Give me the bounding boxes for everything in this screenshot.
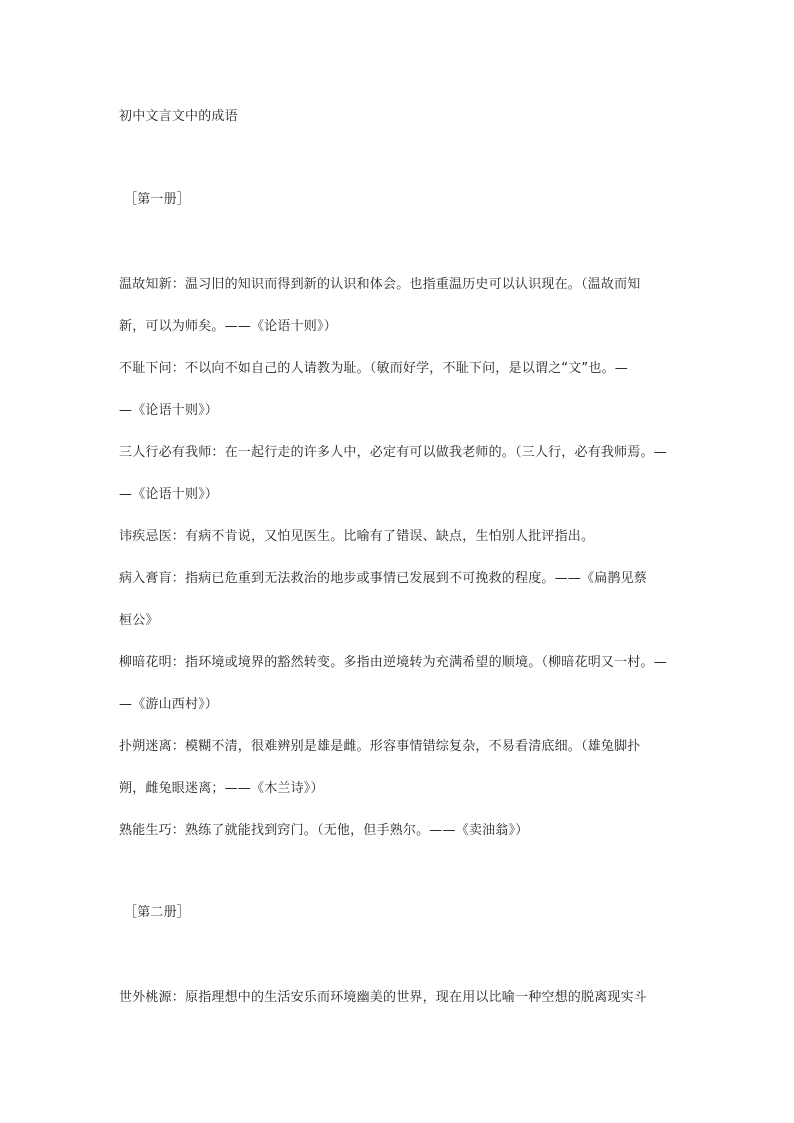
entry-line: 三人行必有我师：在一起行走的许多人中，必定有可以做我老师的。（三人行，必有我师焉。— <box>119 445 667 460</box>
entry-line: 温故知新：温习旧的知识而得到新的认识和体会。也指重温历史可以认识现在。（温故而知 <box>119 277 641 292</box>
entry-line: 病入膏肓：指病已危重到无法救治的地步或事情已发展到不可挽救的程度。——《扁鹊见蔡 <box>119 571 648 586</box>
entry-line: 熟能生巧：熟练了就能找到窍门。（无他，但手熟尔。——《卖油翁》） <box>119 823 529 838</box>
document-title: 初中文言文中的成语 <box>119 109 238 124</box>
entry-line: 朔，雌兔眼迷离；——《木兰诗》） <box>119 781 324 796</box>
entry-line: —《游山西村》） <box>119 697 219 712</box>
entry-line: 讳疾忌医：有病不肯说，又怕见医生。比喻有了错误、缺点，生怕别人批评指出。 <box>119 529 595 544</box>
entry-line: 桓公》 <box>119 613 159 628</box>
entry-line: 新，可以为师矣。——《论语十则》） <box>119 319 337 334</box>
section-heading-book-2: ［第二册］ <box>124 905 191 920</box>
entry-line: 不耻下问：不以向不如自己的人请教为耻。（敏而好学，不耻下问，是以谓之“文”也。— <box>119 361 628 376</box>
entry-line: 世外桃源：原指理想中的生活安乐而环境幽美的世界，现在用以比喻一种空想的脱离现实斗 <box>119 990 648 1005</box>
section-heading-book-1: ［第一册］ <box>124 192 191 207</box>
entry-line: —《论语十则》） <box>119 403 219 418</box>
entry-line: —《论语十则》） <box>119 487 219 502</box>
entry-line: 柳暗花明：指环境或境界的豁然转变。多指由逆境转为充满希望的顺境。（柳暗花明又一村。— <box>119 655 667 670</box>
entry-line: 扑朔迷离：模糊不清，很难辨别是雄是雌。形容事情错综复杂，不易看清底细。（雄兔脚扑 <box>119 739 641 754</box>
